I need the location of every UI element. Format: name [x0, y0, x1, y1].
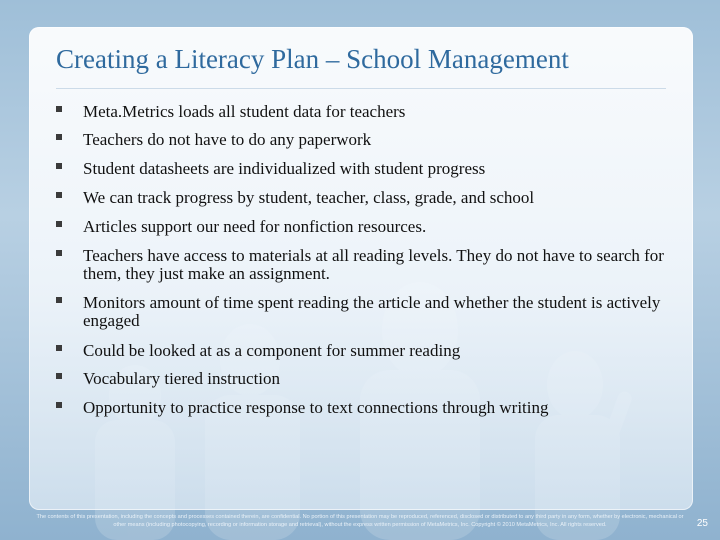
- square-bullet-icon: [56, 221, 62, 227]
- bullet-text: Could be looked at as a component for summer reading: [83, 341, 461, 360]
- bullet-item: [56, 247, 681, 283]
- square-bullet-icon: [56, 250, 62, 256]
- bullet-item: [56, 103, 681, 121]
- square-bullet-icon: [56, 297, 62, 303]
- square-bullet-icon: [56, 402, 62, 408]
- bullet-text: Student datasheets are individualized with student progress: [83, 159, 486, 178]
- bullet-item: [56, 189, 681, 207]
- page-number: 25: [696, 518, 708, 529]
- square-bullet-icon: [56, 163, 62, 169]
- bullet-text: Opportunity to practice response to text connections through writing: [83, 398, 549, 417]
- bullet-item: [56, 399, 681, 417]
- square-bullet-icon: [56, 192, 62, 198]
- square-bullet-icon: [56, 373, 62, 379]
- title-divider: [56, 88, 666, 89]
- bullet-text: Teachers do not have to do any paperwork: [83, 130, 372, 149]
- square-bullet-icon: [56, 134, 62, 140]
- square-bullet-icon: [56, 345, 62, 351]
- bullet-item: [56, 131, 681, 149]
- square-bullet-icon: [56, 106, 62, 112]
- bullet-text: Meta.Metrics loads all student data for teachers: [83, 102, 406, 121]
- bullet-text: Monitors amount of time spent reading the article and whether the student is actively engaged: [83, 293, 661, 330]
- bullet-text: Vocabulary tiered instruction: [83, 369, 281, 388]
- confidentiality-footer: The contents of this presentation, including the concepts and processes contained therein, are confidential. No portion of this presentation may be reproduced, referenced, disclosed or distributed to any third party in any form, whether by electronic, mechanical or other means (including photocopying, recording or information storage and retrieval), without the express written permission of MetaMetrics, Inc. Copyright © 2010 MetaMetrics, Inc. All rights reserved.: [36, 514, 684, 528]
- bullet-item: [56, 342, 681, 360]
- bullet-item: [56, 218, 681, 236]
- bullet-text: We can track progress by student, teacher, class, grade, and school: [83, 188, 535, 207]
- slide-title: Creating a Literacy Plan – School Management: [56, 44, 569, 74]
- bullet-item: [56, 370, 681, 388]
- bullet-text: Teachers have access to materials at all reading levels. They do not have to search for them, they just make an assignment.: [83, 246, 664, 283]
- bullet-text: Articles support our need for nonfiction resources.: [83, 217, 427, 236]
- bullet-item: [56, 294, 681, 330]
- bullet-item: [56, 160, 681, 178]
